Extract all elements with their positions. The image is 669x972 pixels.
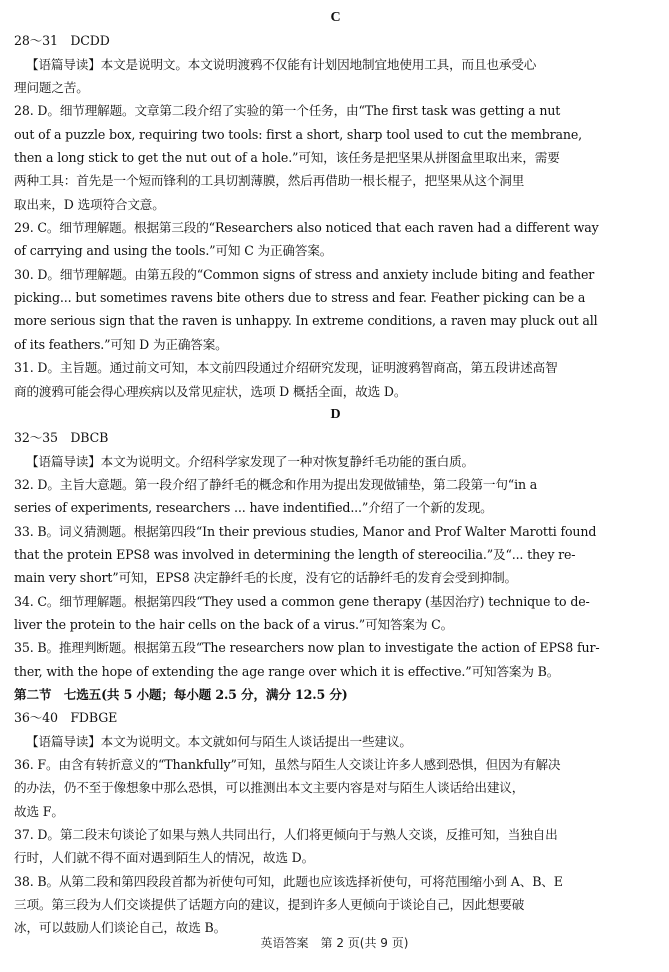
answer-range-32-35: 32～35 DBCB (14, 430, 109, 446)
passage-guide-section-two: 【语篇导读】本文为说明文。本文就如何与陌生人谈话提出一些建议。 (26, 733, 412, 749)
answer-range-36-40: 36～40 FDBGE (14, 710, 118, 726)
passage-guide-d: 【语篇导读】本文为说明文。介绍科学家发现了一种对恢复静纤毛功能的蛋白质。 (26, 453, 474, 469)
answer-31: 31. D。主旨题。通过前文可知，本文前四段通过介绍研究发现，证明渡鸦智商高，第五段讲述高智 (14, 360, 558, 376)
answer-36-cont-2: 故选 F。 (14, 803, 64, 819)
answer-37-cont: 行时，人们就不得不面对遇到陌生人的情况，故选 D。 (14, 850, 315, 866)
answer-37: 37. D。第二段末句谈论了如果与熟人共同出行，人们将更倾向于与熟人交谈，反推可知，当独自出 (14, 827, 558, 843)
answer-range-28-31: 28～31 DCDD (14, 33, 110, 49)
passage-guide-c-cont: 理问题之苦。 (14, 80, 89, 96)
answer-32-cont: series of experiments, researchers ... have indentified...”介绍了一个新的发现。 (14, 500, 493, 516)
answer-29: 29. C。细节理解题。根据第三段的“Researchers also noticed that each raven had a different way (14, 220, 599, 236)
answer-35: 35. B。推理判断题。根据第五段“The researchers now plan to investigate the action of EPS8 fur- (14, 640, 600, 656)
section-two-heading: 第二节 七选五(共 5 小题；每小题 2.5 分，满分 12.5 分) (14, 686, 348, 702)
section-heading-d: D (330, 406, 341, 422)
passage-guide-c: 【语篇导读】本文是说明文。本文说明渡鸦不仅能有计划因地制宜地使用工具，而且也承受心 (26, 56, 537, 72)
answer-30-cont-2: more serious sign that the raven is unhappy. In extreme conditions, a raven may pluck out all (14, 313, 598, 329)
answer-30-cont-3: of its feathers.”可知 D 为正确答案。 (14, 336, 228, 352)
answer-28-cont-1: out of a puzzle box, requiring two tools: first a short, sharp tool used to cut the membrane, (14, 126, 583, 142)
answer-36-cont-1: 的办法，仍不至于像想象中那么恐惧，可以推测出本文主要内容是对与陌生人谈话给出建议， (14, 780, 525, 796)
answer-28-cont-2: then a long stick to get the nut out of a hole.”可知，该任务是把坚果从拼图盒里取出来，需要 (14, 150, 560, 166)
answer-38: 38. B。从第二段和第四段段首都为祈使句可知，此题也应该选择祈使句，可将范围缩小到 A、B、E (14, 873, 563, 889)
answer-29-cont: of carrying and using the tools.”可知 C 为正确答案。 (14, 243, 333, 259)
answer-28-cont-4: 取出来，D 选项符合文意。 (14, 196, 165, 212)
answer-36: 36. F。由含有转折意义的“Thankfully”可知，虽然与陌生人交谈让许多人感到恐惧，但因为有解决 (14, 757, 561, 772)
answer-34: 34. C。细节理解题。根据第四段“They used a common gene therapy (基因治疗) technique to de- (14, 593, 590, 609)
answer-page (14, 6, 657, 966)
answer-30-cont-1: picking... but sometimes ravens bite others due to stress and fear. Feather picking can be a (14, 290, 586, 306)
page-footer: 英语答案 第 2 页(共 9 页) (260, 936, 409, 950)
answer-30: 30. D。细节理解题。由第五段的“Common signs of stress and anxiety include biting and feather (14, 266, 595, 282)
answer-38-cont-2: 冰，可以鼓励人们谈论自己，故选 B。 (14, 920, 227, 936)
answer-33-cont-1: that the protein EPS8 was involved in determining the length of stereocilia.”及“... they re- (14, 546, 576, 562)
answer-33-cont-2: main very short”可知，EPS8 决定静纤毛的长度，没有它的话静纤毛的发育会受到抑制。 (14, 570, 518, 586)
answer-38-cont-1: 三项。第三段为人们交谈提供了话题方向的建议，提到许多人更倾向于谈论自己，因此想要破 (14, 897, 525, 913)
answer-34-cont: liver the protein to the hair cells on the back of a virus.”可知答案为 C。 (14, 616, 454, 632)
answer-32: 32. D。主旨大意题。第一段介绍了静纤毛的概念和作用为提出发现做铺垫，第二段第一句“in a (14, 476, 538, 492)
answer-28-cont-3: 两种工具：首先是一个短而锋利的工具切割薄膜，然后再借助一根长棍子，把坚果从这个洞里 (14, 173, 525, 189)
answer-33: 33. B。词义猜测题。根据第四段“In their previous studies, Manor and Prof Walter Marotti found (14, 523, 597, 539)
section-heading-c: C (330, 10, 341, 25)
answer-31-cont: 商的渡鸦可能会得心理疾病以及常见症状，选项 D 概括全面，故选 D。 (14, 383, 407, 399)
answer-28: 28. D。细节理解题。文章第二段介绍了实验的第一个任务，由“The first task was getting a nut (14, 103, 561, 119)
answer-35-cont: ther, with the hope of extending the age range over which it is effective.”可知答案为 B。 (14, 663, 560, 679)
